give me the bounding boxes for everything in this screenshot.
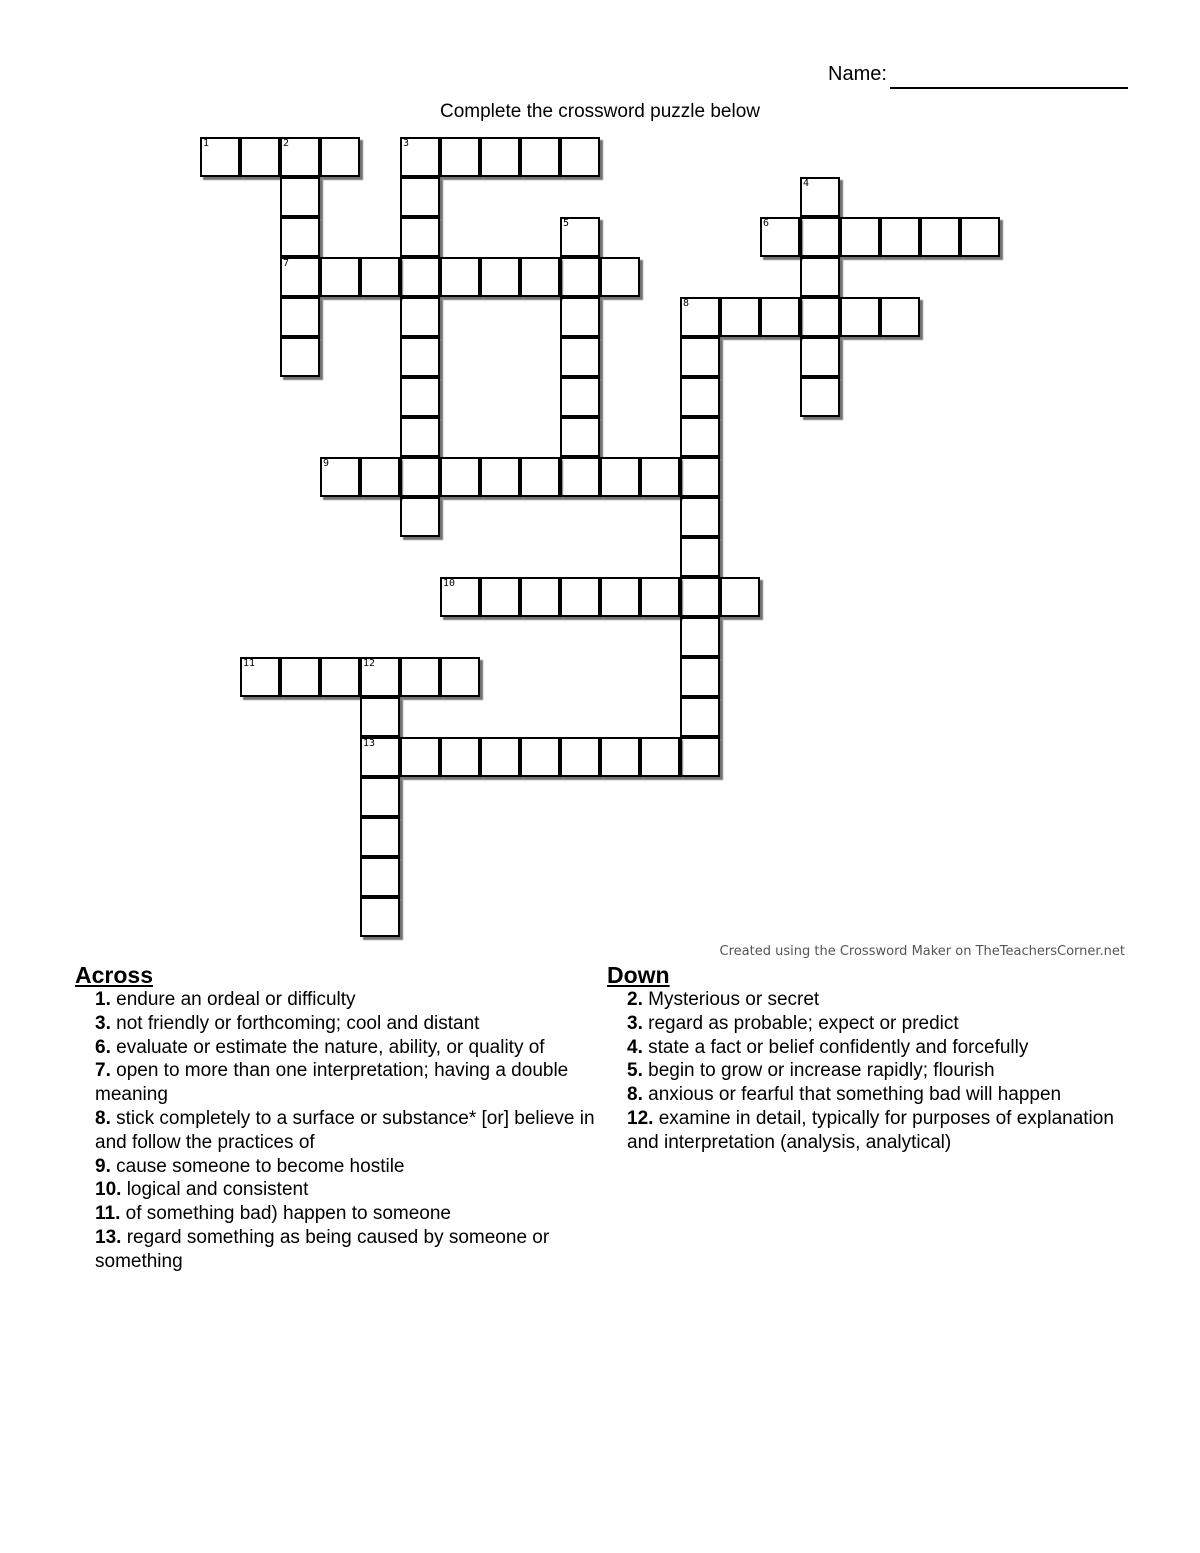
crossword-cell[interactable] <box>400 217 440 257</box>
across-clue <box>95 1107 595 1155</box>
cell-number: 10 <box>443 578 456 589</box>
crossword-cell[interactable] <box>400 337 440 377</box>
crossword-cell[interactable] <box>720 297 760 337</box>
crossword-cell[interactable] <box>320 137 360 177</box>
down-clue <box>627 1036 1127 1060</box>
crossword-cell[interactable] <box>440 657 480 697</box>
crossword-cell[interactable] <box>560 137 600 177</box>
crossword-cell[interactable] <box>680 457 720 497</box>
crossword-cell[interactable] <box>560 737 600 777</box>
crossword-cell[interactable] <box>680 537 720 577</box>
across-clues <box>75 960 595 1274</box>
crossword-cell[interactable] <box>800 337 840 377</box>
crossword-cell[interactable] <box>480 137 520 177</box>
crossword-cell[interactable] <box>680 297 720 337</box>
crossword-cell[interactable] <box>680 577 720 617</box>
crossword-cell[interactable] <box>560 457 600 497</box>
clue-text: endure an ordeal or difficulty <box>110 989 356 1010</box>
clue-text: examine in detail, typically for purposes of explanation and interpretation (analysis, analytical) <box>627 1107 1114 1153</box>
name-label: Name: <box>828 63 887 85</box>
clue-text: cause someone to become hostile <box>110 1155 405 1177</box>
cell-number: 8 <box>683 298 690 309</box>
crossword-cell[interactable] <box>640 737 680 777</box>
cell-number: 11 <box>243 658 256 669</box>
crossword-cell[interactable] <box>240 657 280 697</box>
across-clue <box>95 1059 595 1107</box>
across-clue <box>95 1178 595 1202</box>
crossword-cell[interactable] <box>200 137 240 177</box>
cell-number: 1 <box>203 138 210 149</box>
crossword-cell[interactable] <box>280 657 320 697</box>
crossword-cell[interactable] <box>440 137 480 177</box>
cell-number: 3 <box>403 138 410 149</box>
crossword-cell[interactable] <box>560 217 600 257</box>
crossword-cell[interactable] <box>280 337 320 377</box>
down-heading: Down <box>607 962 670 988</box>
clue-number: 12. <box>627 1107 654 1129</box>
crossword-cell[interactable] <box>440 257 480 297</box>
crossword-cell[interactable] <box>760 217 800 257</box>
crossword-cell[interactable] <box>960 217 1000 257</box>
crossword-cell[interactable] <box>840 217 880 257</box>
clue-text: evaluate or estimate the nature, ability, or quality of <box>110 1036 545 1058</box>
crossword-cell[interactable] <box>400 177 440 217</box>
crossword-cell[interactable] <box>640 457 680 497</box>
crossword-cell[interactable] <box>400 137 440 177</box>
crossword-cell[interactable] <box>920 217 960 257</box>
crossword-cell[interactable] <box>680 377 720 417</box>
across-clue <box>95 1202 595 1226</box>
crossword-cell[interactable] <box>360 457 400 497</box>
crossword-cell[interactable] <box>560 417 600 457</box>
clue-text: begin to grow or increase rapidly; flourish <box>642 1060 995 1082</box>
crossword-cell[interactable] <box>800 177 840 217</box>
clue-text: regard as probable; expect or predict <box>642 1012 959 1034</box>
clue-number: 3. <box>627 1012 643 1034</box>
crossword-cell[interactable] <box>600 737 640 777</box>
crossword-cell[interactable] <box>680 617 720 657</box>
crossword-cell[interactable] <box>600 457 640 497</box>
crossword-cell[interactable] <box>520 737 560 777</box>
crossword-cell[interactable] <box>880 297 920 337</box>
clue-number: 9. <box>95 1155 111 1177</box>
crossword-cell[interactable] <box>520 457 560 497</box>
clue-number: 6. <box>95 1036 111 1058</box>
crossword-cell[interactable] <box>680 737 720 777</box>
clue-number: 2. <box>627 989 643 1010</box>
across-clue <box>95 1012 595 1036</box>
clue-number: 11. <box>95 1203 121 1225</box>
crossword-cell[interactable] <box>280 297 320 337</box>
crossword-cell[interactable] <box>360 657 400 697</box>
crossword-cell[interactable] <box>600 577 640 617</box>
crossword-cell[interactable] <box>560 297 600 337</box>
crossword-cell[interactable] <box>720 577 760 617</box>
crossword-cell[interactable] <box>320 457 360 497</box>
clue-text: Mysterious or secret <box>642 989 820 1010</box>
crossword-cell[interactable] <box>280 137 320 177</box>
down-clue <box>627 988 1127 1012</box>
crossword-cell[interactable] <box>280 217 320 257</box>
crossword-cell[interactable] <box>400 377 440 417</box>
clue-text: not friendly or forthcoming; cool and distant <box>110 1012 480 1034</box>
down-clue <box>627 1012 1127 1036</box>
clue-number: 1. <box>95 989 111 1010</box>
instructions: Complete the crossword puzzle below <box>440 101 760 122</box>
crossword-cell[interactable] <box>440 457 480 497</box>
crossword-cell[interactable] <box>640 577 680 617</box>
down-clue-list <box>607 988 1127 1155</box>
crossword-cell[interactable] <box>800 377 840 417</box>
cell-number: 6 <box>763 218 770 229</box>
clue-text: state a fact or belief confidently and forcefully <box>642 1036 1029 1058</box>
clue-number: 4. <box>627 1036 643 1058</box>
cell-number: 12 <box>363 658 376 669</box>
crossword-cell[interactable] <box>600 257 640 297</box>
across-clue <box>95 988 595 1012</box>
crossword-cell[interactable] <box>280 257 320 297</box>
crossword-cell[interactable] <box>240 137 280 177</box>
crossword-cell[interactable] <box>360 897 400 937</box>
crossword-cell[interactable] <box>360 817 400 857</box>
crossword-cell[interactable] <box>480 257 520 297</box>
crossword-cell[interactable] <box>400 417 440 457</box>
crossword-cell[interactable] <box>520 137 560 177</box>
crossword-cell[interactable] <box>400 257 440 297</box>
crossword-cell[interactable] <box>560 377 600 417</box>
across-heading: Across <box>75 962 153 988</box>
crossword-cell[interactable] <box>680 417 720 457</box>
clue-text: of something bad) happen to someone <box>120 1203 451 1225</box>
crossword-cell[interactable] <box>480 457 520 497</box>
crossword-cell[interactable] <box>360 697 400 737</box>
crossword-cell[interactable] <box>680 697 720 737</box>
crossword-cell[interactable] <box>360 857 400 897</box>
crossword-cell[interactable] <box>880 217 920 257</box>
crossword-cell[interactable] <box>800 297 840 337</box>
down-clue <box>627 1059 1127 1083</box>
crossword-cell[interactable] <box>760 297 800 337</box>
crossword-cell[interactable] <box>560 257 600 297</box>
crossword-cell[interactable] <box>520 577 560 617</box>
crossword-cell[interactable] <box>520 257 560 297</box>
crossword-cell[interactable] <box>480 577 520 617</box>
cell-number: 4 <box>803 178 810 189</box>
crossword-cell[interactable] <box>480 737 520 777</box>
cell-number: 7 <box>283 258 290 269</box>
down-clue <box>627 1107 1127 1155</box>
credit-line: Created using the Crossword Maker on TheTeachersCorner.net <box>719 944 1125 959</box>
clue-number: 10. <box>95 1179 122 1201</box>
clue-number: 7. <box>95 1060 111 1082</box>
crossword-cell[interactable] <box>560 577 600 617</box>
clue-number: 8. <box>95 1107 111 1129</box>
crossword-cell[interactable] <box>280 177 320 217</box>
clue-number: 5. <box>627 1060 643 1082</box>
cell-number: 13 <box>363 738 376 749</box>
clue-text: logical and consistent <box>121 1179 309 1201</box>
crossword-cell[interactable] <box>360 737 400 777</box>
crossword-cell[interactable] <box>360 777 400 817</box>
cell-number: 2 <box>283 138 290 149</box>
crossword-cell[interactable] <box>680 497 720 537</box>
clue-text: stick completely to a surface or substance* [or] believe in and follow the practices of <box>95 1107 595 1153</box>
crossword-cell[interactable] <box>400 737 440 777</box>
clue-number: 8. <box>627 1084 643 1106</box>
crossword-cell[interactable] <box>840 297 880 337</box>
crossword-cell[interactable] <box>800 257 840 297</box>
clue-number: 13. <box>95 1226 122 1248</box>
crossword-cell[interactable] <box>400 497 440 537</box>
across-clue <box>95 1155 595 1179</box>
cell-number: 9 <box>323 458 330 469</box>
crossword-cell[interactable] <box>360 257 400 297</box>
crossword-cell[interactable] <box>400 657 440 697</box>
crossword-cell[interactable] <box>680 337 720 377</box>
across-clue-list <box>75 988 595 1274</box>
crossword-cell[interactable] <box>400 297 440 337</box>
crossword-cell[interactable] <box>320 657 360 697</box>
across-clue <box>95 1036 595 1060</box>
crossword-cell[interactable] <box>440 577 480 617</box>
clue-number: 3. <box>95 1012 111 1034</box>
crossword-cell[interactable] <box>400 457 440 497</box>
clue-text: anxious or fearful that something bad will happen <box>642 1084 1062 1106</box>
crossword-cell[interactable] <box>800 217 840 257</box>
cell-number: 5 <box>563 218 570 229</box>
across-clue <box>95 1226 595 1274</box>
crossword-cell[interactable] <box>560 337 600 377</box>
crossword-cell[interactable] <box>680 657 720 697</box>
crossword-cell[interactable] <box>320 257 360 297</box>
clue-text: open to more than one interpretation; having a double meaning <box>95 1060 569 1106</box>
crossword-cell[interactable] <box>440 737 480 777</box>
down-clue <box>627 1083 1127 1107</box>
clue-text: regard something as being caused by someone or something <box>95 1226 550 1272</box>
down-clues <box>607 960 1127 1155</box>
